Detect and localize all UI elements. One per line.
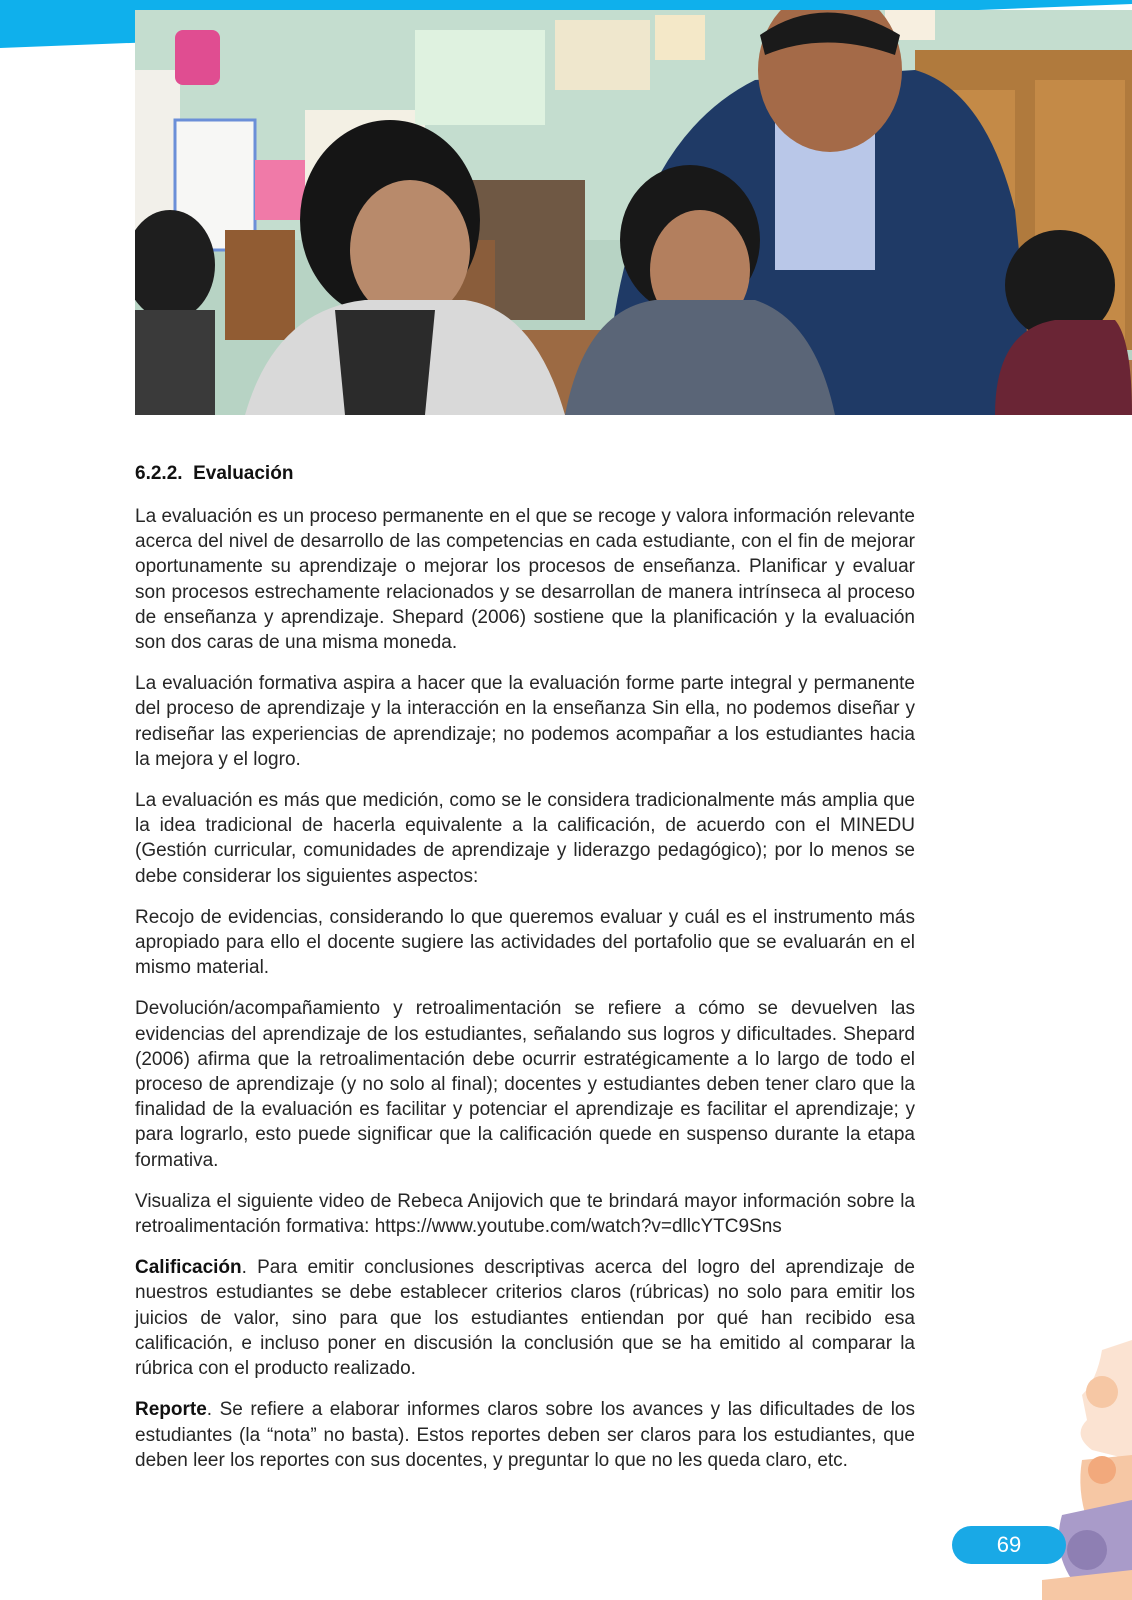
- section-heading: [135, 461, 915, 487]
- paragraph: La evaluación es un proceso permanente en el que se recoge y valora información relevante acerca del nivel de desarrollo de las competencias en cada estudiante, con el fin de mejorar oportunamente su aprendizaje o mejorar los procesos de enseñanza. Planificar y evaluar son procesos estrechamente relacionados y se desarrollan de manera intrínseca al proceso de enseñanza y aprendizaje. Shepard (2006) sostiene que la planificación y la evaluación son dos caras de una misma moneda.: [135, 506, 915, 654]
- section-title: Evaluación: [193, 463, 294, 484]
- paragraph: La evaluación formativa aspira a hacer que la evaluación forme parte integral y permanente del proceso de aprendizaje y la interacción en la enseñanza Sin ella, no podemos diseñar y rediseñar las experiencias de aprendizaje; no podemos acompañar a los estudiantes hacia la mejora y el logro.: [135, 673, 915, 770]
- calificacion-term: Calificación: [135, 1257, 242, 1279]
- page-number-badge: 69: [952, 1526, 1066, 1564]
- paragraph: La evaluación es más que medición, como se le considera tradicionalmente más amplia que la idea tradicional de hacerla equivalente a la calificación, de acuerdo con el MINEDU (Gestión curricular, comunidades de aprendizaje y liderazgo pedagógico); por lo menos se debe considerar los siguientes aspectos:: [135, 790, 915, 887]
- calificacion-text: . Para emitir conclusiones descriptivas acerca del logro del aprendizaje de nuestros estudiantes se debe establecer criterios claros (rúbricas) no solo para emitir los juicios de valor, sino para que los estudiantes entiendan por qué han recibido esa calificación, e incluso poner en discusión la conclusión que se ha emitido al comparar la rúbrica con el producto realizado.: [135, 1257, 915, 1380]
- main-content: [135, 461, 915, 1489]
- calificacion-paragraph: [135, 1255, 915, 1381]
- reporte-text: . Se refiere a elaborar informes claros sobre los avances y las dificultades de los estudiantes (la “nota” no basta). Estos reportes deben ser claros para los estudiantes, que deben leer los reportes con sus docentes, y preguntar lo que no les queda claro, etc.: [135, 1399, 915, 1471]
- paragraph: Devolución/acompañamiento y retroalimentación se refiere a cómo se devuelven las evidencias del aprendizaje de los estudiantes, señalando sus logros y dificultades. Shepard (2006) afirma que la retroalimentación debe ocurrir estratégicamente a lo largo de todo el proceso de aprendizaje (y no solo al final); docentes y estudiantes deben tener claro que la finalidad de la evaluación es facilitar y potenciar el aprendizaje es facilitar el aprendizaje; y para lograrlo, esto puede significar que la calificación quede en suspenso durante la etapa formativa.: [135, 998, 915, 1171]
- video-reference-paragraph: Visualiza el siguiente video de Rebeca Anijovich que te brindará mayor información sobre la retroalimentación formativa: https://www.youtube.com/watch?v=dllcYTC9Sns: [135, 1190, 915, 1238]
- classroom-photo: [135, 10, 1132, 415]
- paragraph: Recojo de evidencias, considerando lo que queremos evaluar y cuál es el instrumento más apropiado para ello el docente sugiere las actividades del portafolio que se evaluarán en el mismo material.: [135, 906, 915, 979]
- section-number: 6.2.2.: [135, 463, 183, 484]
- reporte-term: Reporte: [135, 1399, 207, 1421]
- reporte-paragraph: [135, 1397, 915, 1473]
